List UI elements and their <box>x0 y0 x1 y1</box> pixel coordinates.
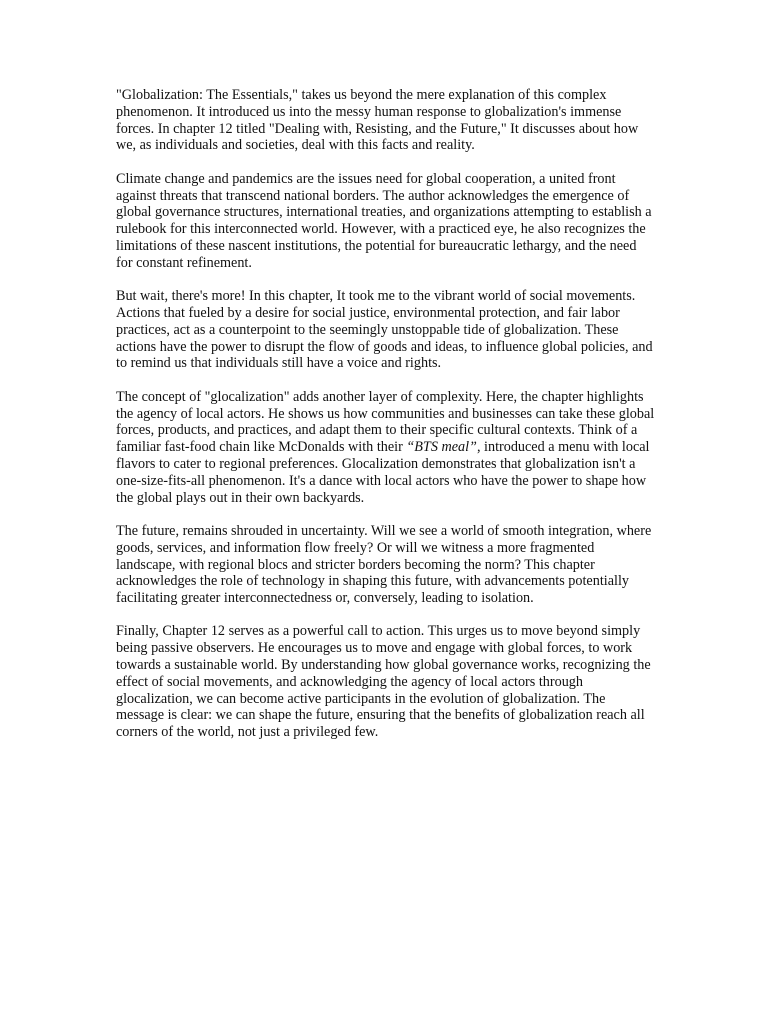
paragraph-glocalization <box>116 389 656 507</box>
glocalization-text-after: , introduced a menu with local flavors to cater to regional preferences. Glocalization demonstrates that globalization isn't a one-size-fits-all phenomenon. It's a dance with local actors who have the power to shape how the global plays out in their own backyards. <box>116 439 650 506</box>
document-body <box>116 87 656 741</box>
paragraph-global-cooperation: Climate change and pandemics are the issues need for global cooperation, a united front against threats that transcend national borders. The author acknowledges the emergence of global governance structures, international treaties, and organizations attempting to establish a rulebook for this interconnected world. However, with a practiced eye, he also recognizes the limitations of these nascent institutions, the potential for bureaucratic lethargy, and the need for constant refinement. <box>116 170 652 271</box>
bts-meal-italic: “BTS meal” <box>406 439 477 456</box>
paragraph-call-to-action: Finally, Chapter 12 serves as a powerful call to action. This urges us to move beyond simply being passive observers. He encourages us to move and engage with global forces, to work towards a sustainable world. By understanding how global governance works, recognizing the effect of social movements, and acknowledging the agency of local actors through glocalization, we can become active participants in the evolution of globalization. The message is clear: we can shape the future, ensuring that the benefits of globalization reach all corners of the world, not just a privileged few. <box>116 623 651 741</box>
paragraph-social-movements: But wait, there's more! In this chapter, It took me to the vibrant world of social movements. Actions that fueled by a desire for social justice, environmental protection, and fair labor practices, act as a counterpoint to the seemingly unstoppable tide of globalization. These actions have the power to disrupt the flow of goods and ideas, to influence global policies, and to remind us that individuals still have a voice and rights. <box>116 288 653 372</box>
glocalization-text-before: The concept of "glocalization" adds another layer of complexity. Here, the chapter highlights the agency of local actors. He shows us how communities and businesses can take these global forces, products, and practices, and adapt them to their specific cultural contexts. Think of a familiar fast-food chain like McDonalds with their <box>116 388 655 456</box>
paragraph-intro: "Globalization: The Essentials," takes us beyond the mere explanation of this complex phenomenon. It introduced us into the messy human response to globalization's immense forces. In chapter 12 titled "Dealing with, Resisting, and the Future," It discusses about how we, as individuals and societies, deal with this facts and reality. <box>116 87 639 154</box>
paragraph-future: The future, remains shrouded in uncertainty. Will we see a world of smooth integration, where goods, services, and information flow freely? Or will we witness a more fragmented landscape, with regional blocs and stricter borders becoming the norm? This chapter acknowledges the role of technology in shaping this future, with advancements potentially facilitating greater interconnectedness or, conversely, leading to isolation. <box>116 522 652 607</box>
